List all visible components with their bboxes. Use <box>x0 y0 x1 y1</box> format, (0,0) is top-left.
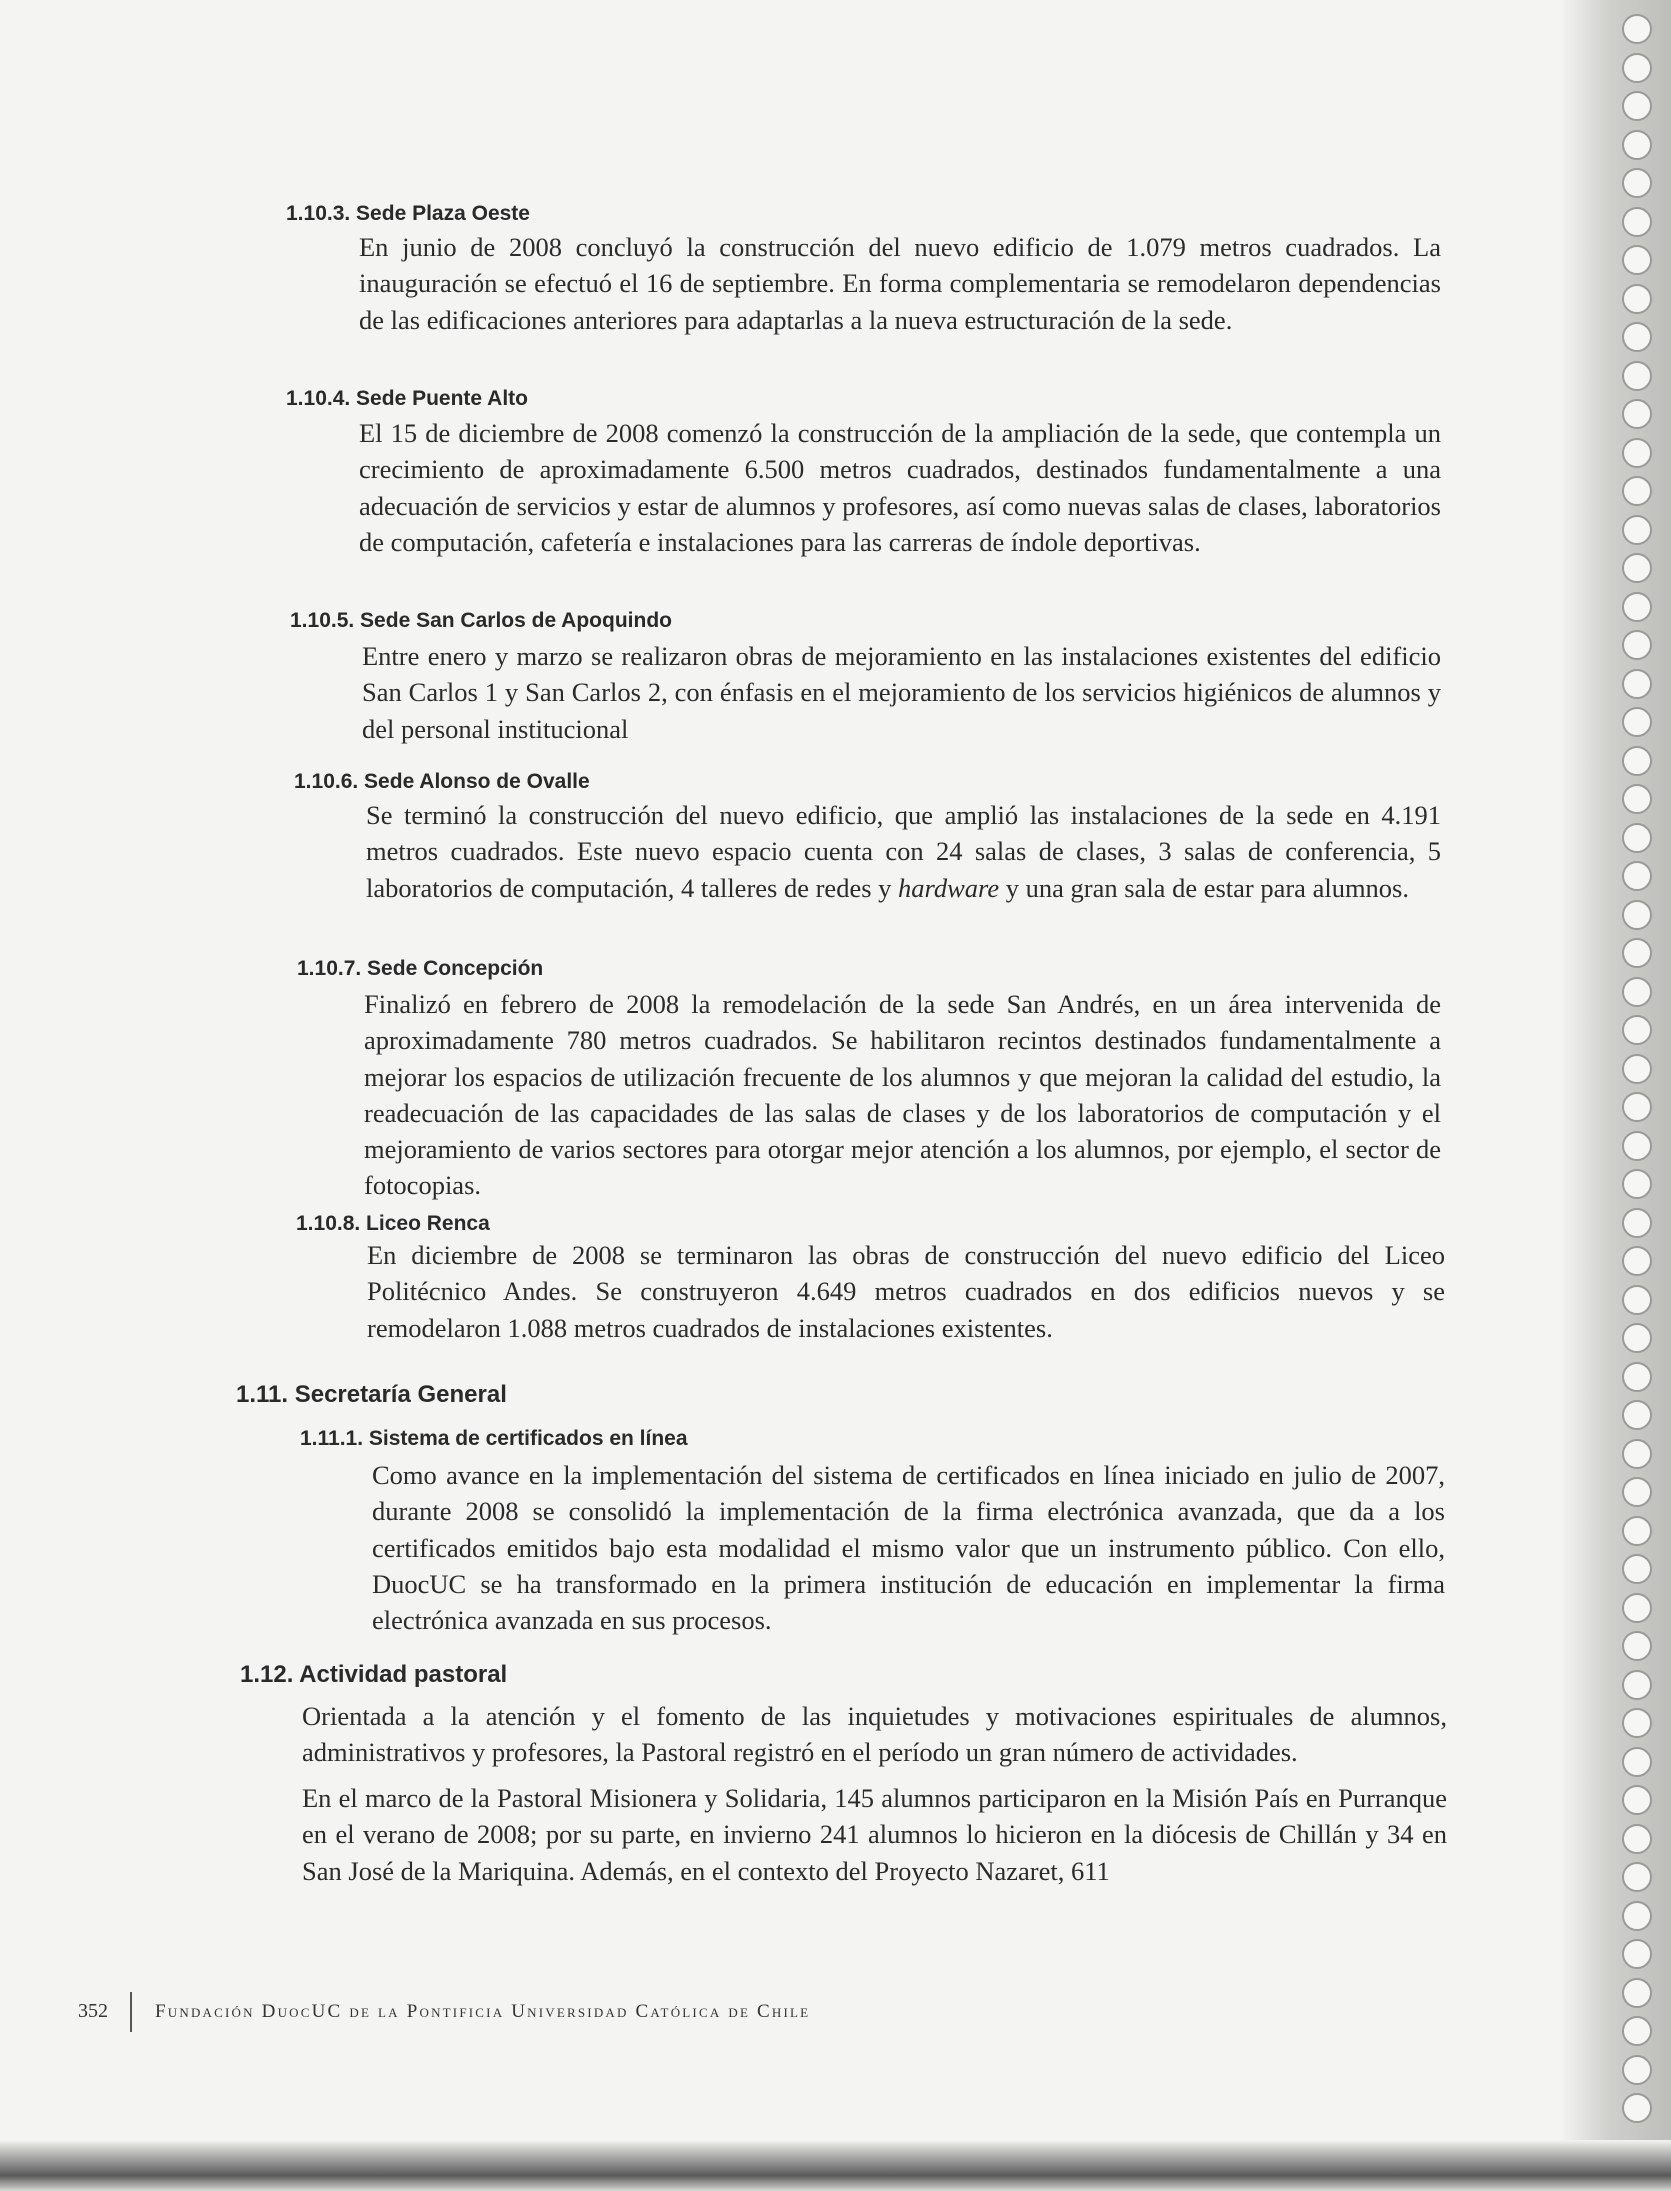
binding-ring <box>1622 168 1652 198</box>
binding-ring <box>1622 399 1652 429</box>
section-heading-1-10-3: 1.10.3. Sede Plaza Oeste <box>286 202 530 225</box>
binding-ring <box>1622 1862 1652 1892</box>
binding-ring <box>1622 91 1652 121</box>
binding-ring <box>1622 1477 1652 1507</box>
section-body-1-10-6-text: Se terminó la construcción del nuevo edificio, que amplió las instalaciones de la sede en 4.191 metros cuadrados. Este nuevo espacio cuenta con 24 salas de clases, 3 salas de conferencia, 5 laboratorios de computación, 4 talleres de redes y <box>366 800 1441 903</box>
binding-ring <box>1622 707 1652 737</box>
binding-ring <box>1622 1131 1652 1161</box>
binding-ring <box>1622 900 1652 930</box>
spiral-binding <box>1608 0 1668 2191</box>
binding-ring <box>1622 592 1652 622</box>
section-body-1-10-3: En junio de 2008 concluyó la construcción del nuevo edificio de 1.079 metros cuadrados. La inauguración se efectuó el 16 de septiembre. En forma complementaria se remodelaron dependencias de las edificaciones anteriores para adaptarlas a la nueva estructuración de la sede. <box>359 232 1441 335</box>
binding-ring <box>1622 1824 1652 1854</box>
binding-ring <box>1622 1323 1652 1353</box>
section-body-1-10-6 <box>366 797 1441 906</box>
binding-ring <box>1622 1631 1652 1661</box>
binding-ring <box>1622 207 1652 237</box>
binding-ring <box>1622 938 1652 968</box>
binding-ring <box>1622 669 1652 699</box>
binding-ring <box>1622 1747 1652 1777</box>
section-heading-1-10-7: 1.10.7. Sede Concepción <box>297 957 544 980</box>
binding-ring <box>1622 2055 1652 2085</box>
section-body-1-11-1: Como avance en la implementación del sistema de certificados en línea iniciado en julio de 2007, durante 2008 se consolidó la implementación de la firma electrónica avanzada, que da a los certificados emitidos bajo esta modalidad el mismo valor que un instrumento público. Con ello, DuocUC se ha transformado en la primera institución de educación en implementar la firma electrónica avanzada en sus procesos. <box>372 1460 1445 1636</box>
section-heading-1-10-8: 1.10.8. Liceo Renca <box>296 1212 490 1235</box>
section-body-1-10-8: En diciembre de 2008 se terminaron las obras de construcción del nuevo edificio del Liceo Politécnico Andes. Se construyeron 4.649 metros cuadrados en dos edificios nuevos y se remodelaron 1.088 metros cuadrados de instalaciones existentes. <box>367 1240 1445 1343</box>
binding-ring <box>1622 1054 1652 1084</box>
binding-ring <box>1622 1670 1652 1700</box>
binding-ring <box>1622 1285 1652 1315</box>
binding-ring <box>1622 1593 1652 1623</box>
binding-ring <box>1622 130 1652 160</box>
binding-ring <box>1622 1208 1652 1238</box>
section-heading-1-10-6: 1.10.6. Sede Alonso de Ovalle <box>294 770 590 793</box>
footer-divider <box>130 1992 132 2032</box>
binding-ring <box>1622 823 1652 853</box>
binding-ring <box>1622 1015 1652 1045</box>
binding-ring <box>1622 977 1652 1007</box>
section-body-1-12: Orientada a la atención y el fomento de las inquietudes y motivaciones espirituales de alumnos, administrativos y profesores, la Pastoral registró en el período un gran número de actividades. <box>302 1701 1447 1768</box>
binding-ring <box>1622 1554 1652 1584</box>
binding-ring <box>1622 784 1652 814</box>
section-body-1-10-6-italic: hardware <box>898 872 1000 903</box>
binding-ring <box>1622 1901 1652 1931</box>
binding-ring <box>1622 1785 1652 1815</box>
binding-ring <box>1622 1516 1652 1546</box>
binding-ring <box>1622 361 1652 391</box>
binding-ring <box>1622 322 1652 352</box>
section-body-1-12-continued: En el marco de la Pastoral Misionera y Solidaria, 145 alumnos participaron en la Misión País en Purranque en el verano de 2008; por su parte, en invierno 241 alumnos lo hicieron en la diócesis de Chillán y 34 en San José de la Mariquina. Además, en el contexto del Proyecto Nazaret, 611 <box>302 1783 1447 1886</box>
binding-ring <box>1622 1169 1652 1199</box>
binding-ring <box>1622 1978 1652 2008</box>
binding-ring <box>1622 2016 1652 2046</box>
section-heading-1-10-4: 1.10.4. Sede Puente Alto <box>286 387 528 410</box>
binding-ring <box>1622 1939 1652 1969</box>
binding-ring <box>1622 438 1652 468</box>
section-body-1-10-6-text-end: y una gran sala de estar para alumnos. <box>999 872 1409 903</box>
binding-ring <box>1622 284 1652 314</box>
binding-ring <box>1622 53 1652 83</box>
binding-ring <box>1622 1439 1652 1469</box>
footer-publisher: Fundación DuocUC de la Pontificia Universidad Católica de Chile <box>155 2001 811 2022</box>
binding-ring <box>1622 553 1652 583</box>
binding-ring <box>1622 1400 1652 1430</box>
section-body-1-10-7: Finalizó en febrero de 2008 la remodelación de la sede San Andrés, en un área intervenida de aproximadamente 780 metros cuadrados. Se habilitaron recintos destinados fundamentalmente a mejorar los espacios de utilización frecuente de los alumnos y que mejoran la calidad del estudio, la readecuación de las capacidades de las salas de clases y de los laboratorios de computación y el mejoramiento de varios sectores para otorgar mejor atención a los alumnos, por ejemplo, el sector de fotocopias. <box>364 989 1441 1201</box>
binding-ring <box>1622 2093 1652 2123</box>
binding-ring <box>1622 1246 1652 1276</box>
page-bottom-edge <box>0 2140 1671 2191</box>
binding-ring <box>1622 245 1652 275</box>
binding-ring <box>1622 630 1652 660</box>
binding-ring <box>1622 746 1652 776</box>
binding-ring <box>1622 1362 1652 1392</box>
page-number: 352 <box>78 2000 108 2022</box>
section-heading-1-11-1: 1.11.1. Sistema de certificados en línea <box>300 1427 688 1450</box>
section-heading-1-11: 1.11. Secretaría General <box>236 1381 507 1408</box>
binding-ring <box>1622 14 1652 44</box>
binding-ring <box>1622 476 1652 506</box>
binding-ring <box>1622 515 1652 545</box>
section-body-1-10-4: El 15 de diciembre de 2008 comenzó la construcción de la ampliación de la sede, que contempla un crecimiento de aproximadamente 6.500 metros cuadrados, destinados fundamentalmente a una adecuación de servicios y estar de alumnos y profesores, así como nuevas salas de clases, laboratorios de computación, cafetería e instalaciones para las carreras de índole deportivas. <box>359 418 1441 557</box>
binding-ring <box>1622 1708 1652 1738</box>
binding-ring <box>1622 861 1652 891</box>
section-heading-1-12: 1.12. Actividad pastoral <box>240 1661 508 1688</box>
section-heading-1-10-5: 1.10.5. Sede San Carlos de Apoquindo <box>290 609 672 632</box>
section-body-1-10-5: Entre enero y marzo se realizaron obras de mejoramiento en las instalaciones existentes del edificio San Carlos 1 y San Carlos 2, con énfasis en el mejoramiento de los servicios higiénicos de alumnos y del personal institucional <box>362 641 1441 744</box>
binding-ring <box>1622 1092 1652 1122</box>
